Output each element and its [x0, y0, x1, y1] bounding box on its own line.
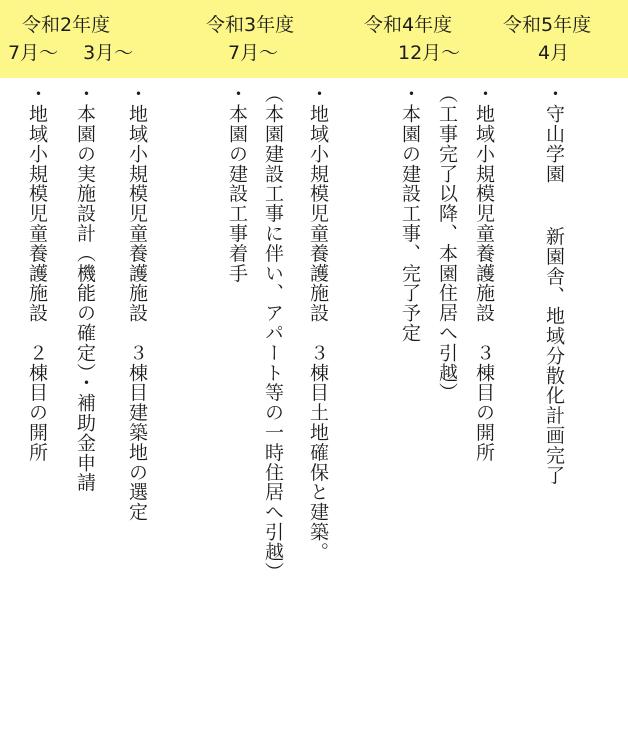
timeline-item-moriyama-completion: ・守山学園 新園舎、地域分散化計画完了 — [543, 84, 565, 485]
header-months-r4: 12月～ — [398, 42, 461, 64]
header-months-r5: 4月 — [538, 42, 570, 64]
header-year-r2: 令和2年度 — [22, 14, 111, 36]
timeline-item-temporary-housing-note: （本園建設工事に伴い、アパート等の一時住居へ引越） — [262, 84, 284, 582]
timeline-item-third-home-opening: ・地域小規模児童養護施設 ３棟目の開所 — [473, 84, 495, 463]
header-year-r5: 令和5年度 — [503, 14, 592, 36]
header-months-r2: 7月～ 3月～ — [8, 42, 134, 64]
timeline-item-second-home-opening: ・地域小規模児童養護施設 ２棟目の開所 — [26, 84, 48, 463]
header-year-r4: 令和4年度 — [364, 14, 453, 36]
timeline-item-main-construction-start: ・本園の建設工事着手 — [226, 84, 248, 283]
header-year-r3: 令和3年度 — [206, 14, 295, 36]
timeline-item-main-construction-complete: ・本園の建設工事、完了予定 — [399, 84, 421, 343]
timeline-item-move-note: （工事完了以降、本園住居へ引越） — [436, 84, 458, 403]
timeline-item-third-home-site-selection: ・地域小規模児童養護施設 ３棟目建築地の選定 — [126, 84, 148, 522]
timeline-item-detailed-design: ・本園の実施設計（機能の確定）・補助金申請 — [74, 84, 96, 493]
header-months-r3: 7月～ — [228, 42, 279, 64]
timeline-item-third-home-land: ・地域小規模児童養護施設 ３棟目土地確保と建築。 — [307, 84, 329, 562]
